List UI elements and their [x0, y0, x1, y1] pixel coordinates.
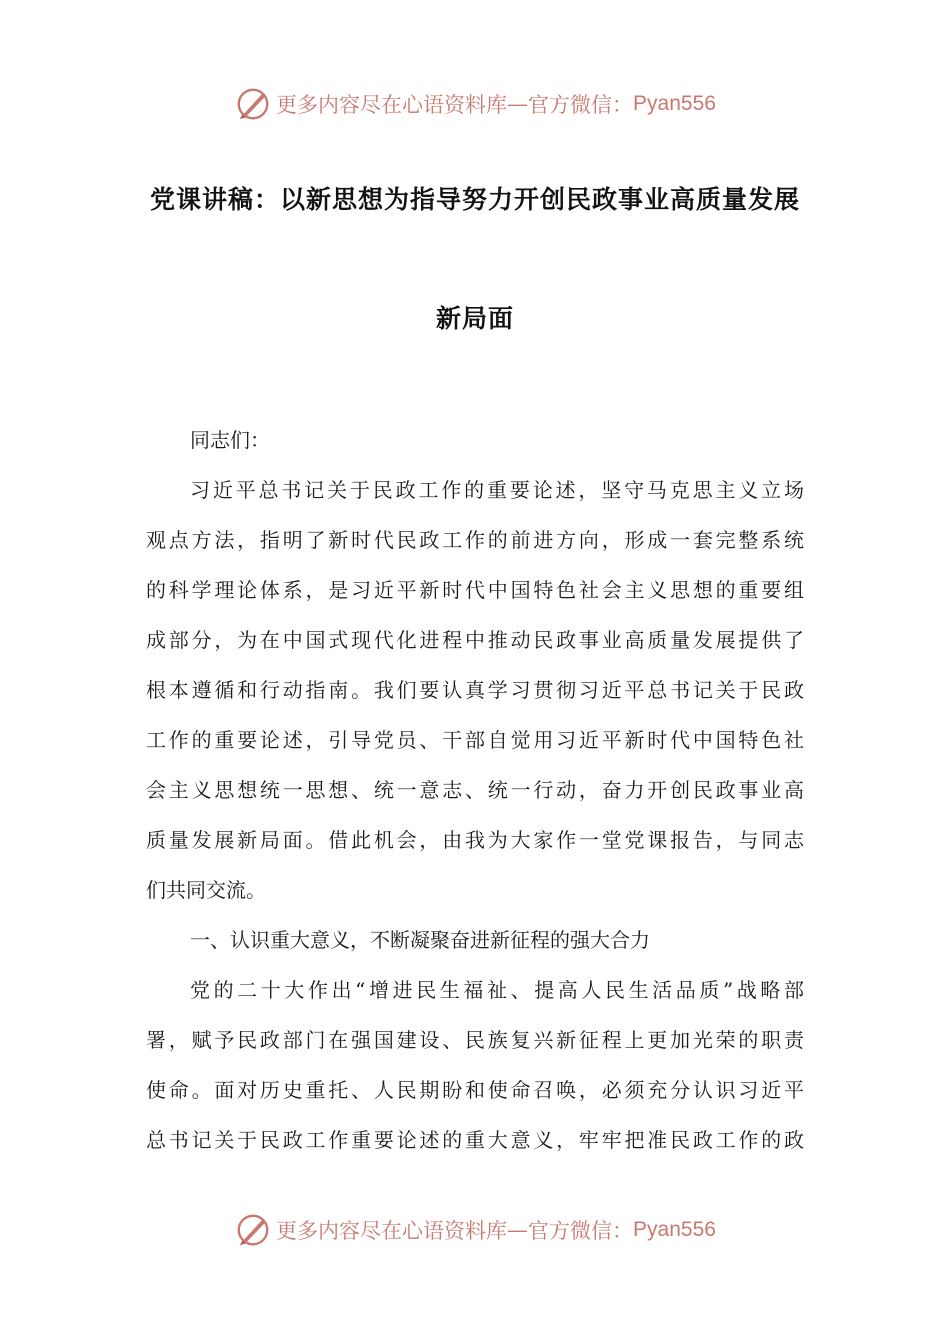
body-line: 质量发展新局面。借此机会，由我为大家作一堂党课报告，与同志 — [146, 828, 804, 852]
pen-circle-icon — [234, 85, 272, 123]
body-line: 成部分，为在中国式现代化进程中推动民政事业高质量发展提供了 — [146, 628, 804, 652]
body-line: 们共同交流。 — [146, 878, 266, 902]
body-line: 使命。面对历史重托、人民期盼和使命召唤，必须充分认识习近平 — [146, 1078, 804, 1102]
body-line: 党的二十大作出“增进民生福祉、提高人民生活品质”战略部 — [190, 978, 804, 1002]
watermark-wechat-label: 官方微信： — [528, 1219, 634, 1243]
body-line: 观点方法，指明了新时代民政工作的前进方向，形成一套完整系统 — [146, 528, 804, 552]
watermark-wechat-id: Pyan556 — [633, 92, 716, 115]
body-line: 根本遵循和行动指南。我们要认真学习贯彻习近平总书记关于民政 — [146, 678, 804, 702]
body-line: 工作的重要论述，引导党员、干部自觉用习近平新时代中国特色社 — [146, 728, 804, 752]
body-line: 的科学理论体系，是习近平新时代中国特色社会主义思想的重要组 — [146, 578, 804, 602]
document-title-line-1: 党课讲稿：以新思想为指导努力开创民政事业高质量发展 — [149, 185, 800, 214]
watermark-dash: — — [507, 92, 529, 116]
salutation: 同志们： — [190, 428, 270, 452]
pen-circle-icon — [234, 1211, 272, 1249]
document-title-line-2: 新局面 — [435, 304, 514, 333]
body-line: 会主义思想统一思想、统一意志、统一行动，奋力开创民政事业高 — [146, 778, 804, 802]
watermark-brand: 更多内容尽在心语资料库 — [276, 1219, 508, 1243]
body-line: 习近平总书记关于民政工作的重要论述，坚守马克思主义立场 — [190, 478, 804, 502]
watermark-wechat-id: Pyan556 — [633, 1218, 716, 1241]
document-body — [146, 415, 804, 1165]
header-watermark — [0, 82, 950, 126]
section-heading: 一、认识重大意义，不断凝聚奋进新征程的强大合力 — [190, 928, 650, 952]
watermark-brand: 更多内容尽在心语资料库 — [276, 93, 508, 117]
watermark-dash: — — [507, 1218, 529, 1242]
watermark-wechat-label: 官方微信： — [528, 93, 634, 117]
body-line: 总书记关于民政工作重要论述的重大意义，牢牢把准民政工作的政 — [146, 1128, 804, 1152]
footer-watermark — [0, 1208, 950, 1252]
body-line: 署，赋予民政部门在强国建设、民族复兴新征程上更加光荣的职责 — [146, 1028, 804, 1052]
